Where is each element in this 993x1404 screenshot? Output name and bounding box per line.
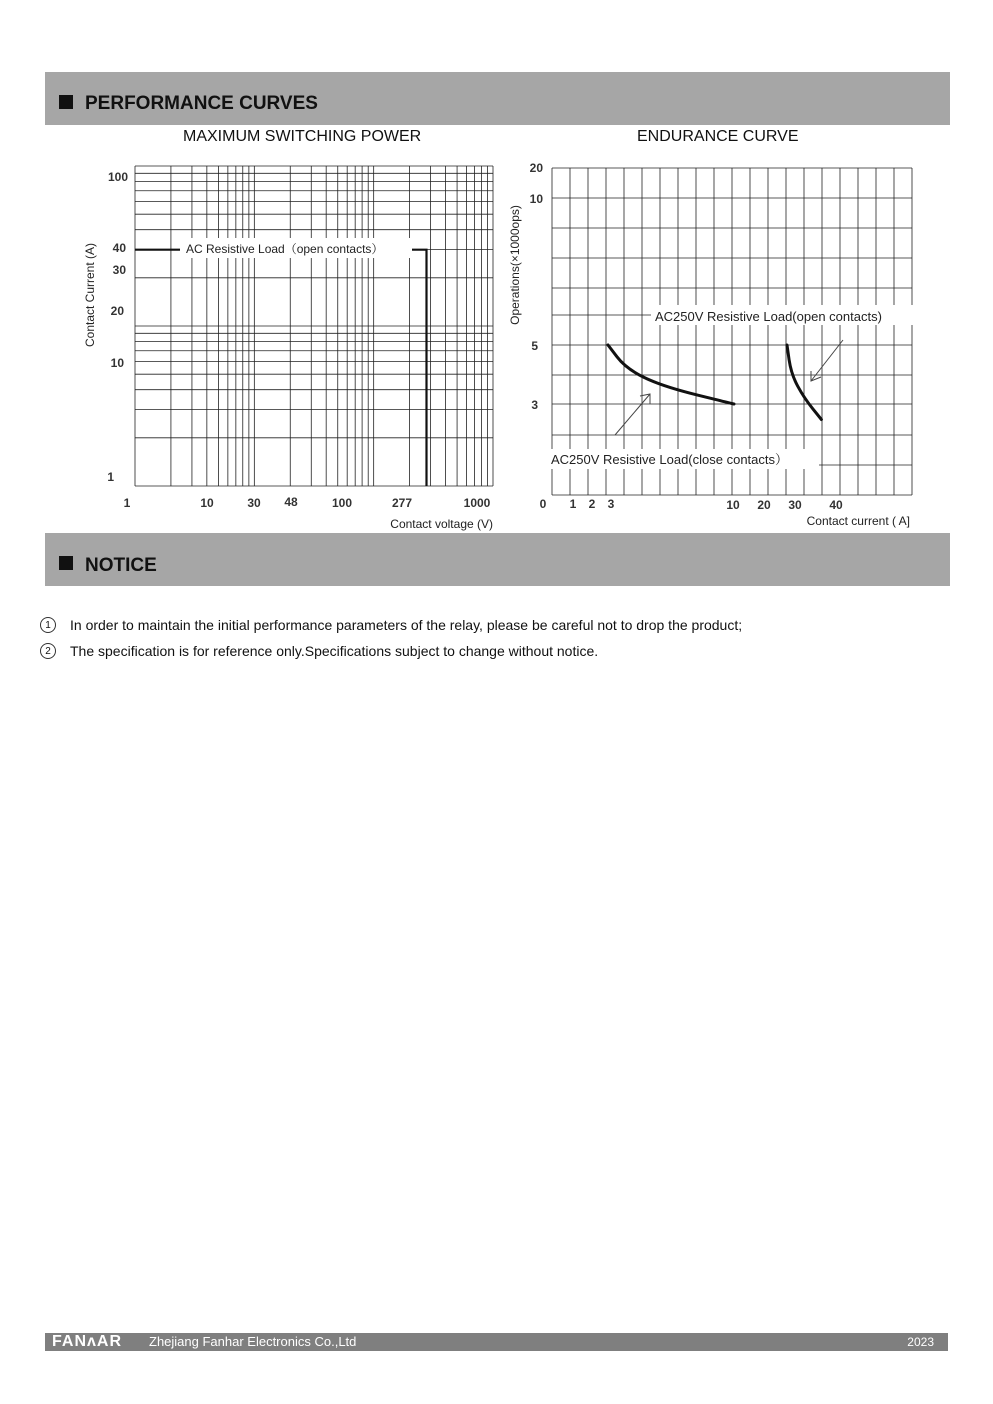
y-tick-3: 3 [531,398,538,412]
x-tick-277: 277 [391,496,413,510]
x-tick-10: 10 [200,496,214,510]
company-name: Zhejiang Fanhar Electronics Co.,Ltd [149,1334,357,1349]
x-tick-10: 10 [726,498,740,512]
square-bullet-icon [59,95,73,109]
notice-item [40,643,598,659]
y-tick-100: 100 [107,170,128,184]
x-tick-48: 48 [284,495,298,509]
chart-title-endurance: ENDURANCE CURVE [637,128,799,145]
x-tick-30: 30 [247,496,261,510]
y-tick-10: 10 [529,192,543,206]
max-power-line [135,250,427,486]
notice-header [45,533,950,586]
square-bullet-icon [59,556,73,570]
y-tick-20: 20 [110,304,124,318]
x-tick-1000: 1000 [463,496,491,510]
x-tick-20: 20 [757,498,771,512]
y-axis-label: Contact Current (A) [83,242,97,348]
y-tick-10: 10 [110,356,124,370]
x-tick-40: 40 [829,498,843,512]
performance-curves-header [45,72,950,125]
x-tick-1: 1 [569,497,577,511]
series-label-open: AC250V Resistive Load(open contacts) [655,309,882,324]
series-label-close: AC250V Resistive Load(close contacts） [551,452,789,467]
x-tick-0: 0 [539,497,547,511]
notice-text: In order to maintain the initial performance parameters of the relay, please be careful not to drop the product; [70,617,743,633]
x-axis-label: Contact voltage (V) [390,517,493,531]
x-tick-30: 30 [788,498,802,512]
close-contacts-curve [608,345,734,404]
circled-number: 1 [40,617,56,633]
y-tick-30: 30 [112,263,126,277]
notice-item [40,617,742,633]
footer-bar [45,1333,948,1351]
y-axis-label: Operations(×1000ops) [508,205,522,325]
grid [552,168,912,495]
annotation-label: AC Resistive Load（open contacts） [186,242,384,256]
series-curves [608,345,821,420]
notice-text: The specification is for reference only.Specifications subject to change without notice. [70,643,599,659]
x-tick-3: 3 [607,497,615,511]
y-tick-1: 1 [107,470,114,484]
x-tick-2: 2 [588,497,596,511]
arrow-close [615,394,650,435]
chart-title-switching-power: MAXIMUM SWITCHING POWER [183,128,422,145]
section-title: NOTICE [85,555,157,576]
grid [135,166,493,486]
x-tick-1: 1 [123,496,131,510]
year: 2023 [907,1335,934,1349]
endurance-chart [505,150,925,535]
switching-power-chart [80,150,500,535]
y-tick-5: 5 [531,339,538,353]
series-line [135,250,427,486]
circled-number: 2 [40,643,56,659]
x-tick-100: 100 [331,496,353,510]
y-tick-40: 40 [112,241,126,255]
brand-logo: FANʌAR [52,1333,123,1350]
y-tick-20: 20 [529,161,543,175]
x-axis-label: Contact current ( A] [806,514,910,528]
section-title: PERFORMANCE CURVES [85,93,318,114]
